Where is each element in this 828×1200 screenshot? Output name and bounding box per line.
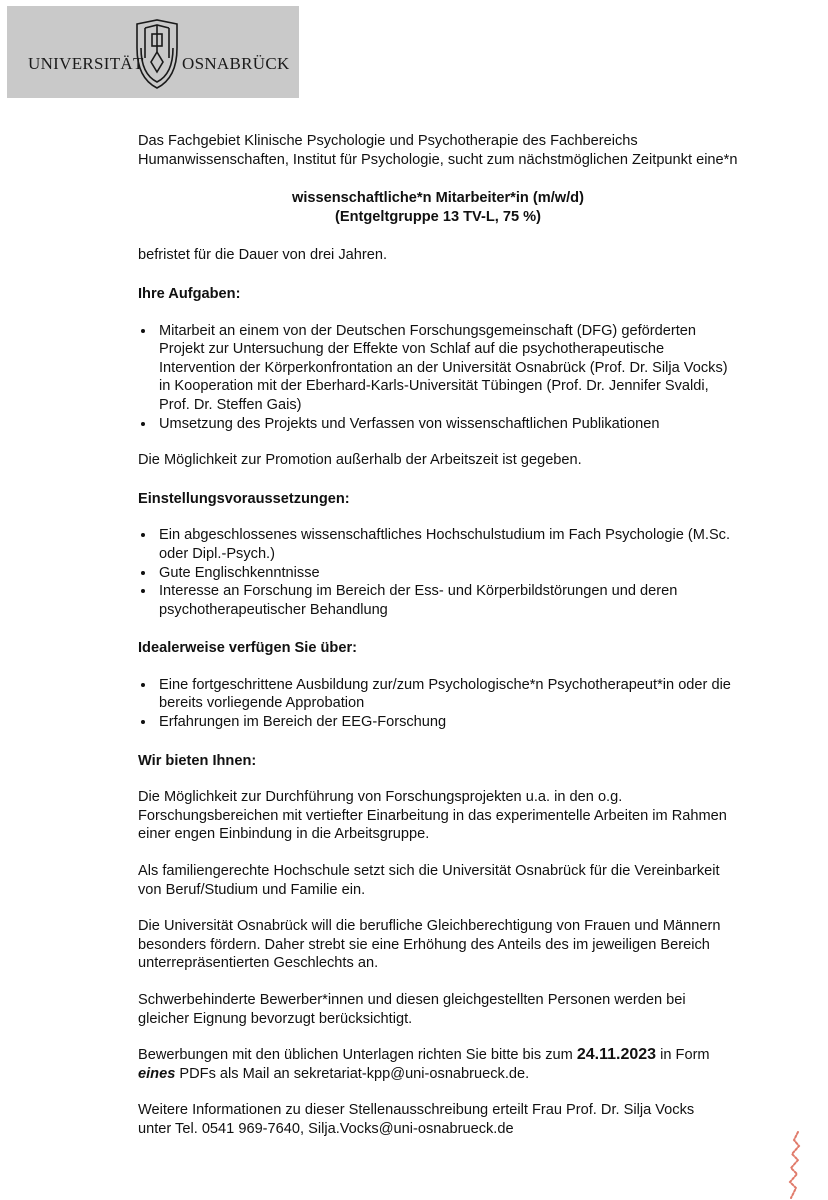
duration-text: befristet für die Dauer von drei Jahren. bbox=[138, 247, 388, 264]
requirements-heading: Einstellungsvoraussetzungen: bbox=[138, 490, 350, 507]
list-item: Gute Englischkenntnisse bbox=[138, 564, 738, 583]
offer-text: Die Möglichkeit zur Durchführung von Forschungsprojekten u.a. in den o.g. Forschungsbereichen mit vertiefter Einarbeitung in das experimentelle Arbeiten im Rahmen einer engen Einbindung in die Arbeitsgruppe. bbox=[138, 789, 727, 843]
list-item: Erfahrungen im Bereich der EEG-Forschung bbox=[138, 713, 738, 732]
family-text: Als familiengerechte Hochschule setzt sich die Universität Osnabrück für die Vereinbarkeit von Beruf/Studium und Familie ein. bbox=[138, 863, 720, 898]
promotion-text: Die Möglichkeit zur Promotion außerhalb der Arbeitszeit ist gegeben. bbox=[138, 452, 582, 469]
deadline-date: 24.11.2023 bbox=[576, 1046, 657, 1064]
application-text bbox=[138, 1046, 738, 1083]
logo-text-right: OSNABRÜCK bbox=[182, 54, 290, 73]
contact-line: unter Tel. 0541 969-7640, Silja.Vocks@uni-osnabrueck.de bbox=[138, 1120, 514, 1137]
intro-paragraph: Das Fachgebiet Klinische Psychologie und Psychotherapie des Fachbereichs Humanwissenschaften, Institut für Psychologie, sucht zum nächstmöglichen Zeitpunkt eine*n bbox=[138, 133, 738, 168]
job-posting bbox=[138, 122, 738, 1139]
list-item: Ein abgeschlossenes wissenschaftliches Hochschulstudium im Fach Psychologie (M.Sc. oder Dipl.-Psych.) bbox=[138, 526, 738, 563]
requirements-list bbox=[138, 526, 738, 619]
ideal-heading: Idealerweise verfügen Sie über: bbox=[138, 640, 357, 657]
emphasis-word: eines bbox=[138, 1065, 176, 1082]
application-part: in Form bbox=[656, 1047, 710, 1064]
list-item: Mitarbeit an einem von der Deutschen Forschungsgemeinschaft (DFG) geförderten Projekt zur Untersuchung der Effekte von Schlaf auf die psychotherapeutische Intervention der Körperkonfrontation an der Universität Osnabrück (Prof. Dr. Silja Vocks) in Kooperation mit der Eberhard-Karls-Universität Tübingen (Prof. Dr. Jennifer Svaldi, Prof. Dr. Steffen Gais) bbox=[138, 322, 738, 415]
contact-line: Weitere Informationen zu dieser Stellenausschreibung erteilt Frau Prof. Dr. Silja Vocks bbox=[138, 1102, 695, 1119]
position-title-line: wissenschaftliche*n Mitarbeiter*in (m/w/d) bbox=[292, 190, 584, 207]
application-part: PDFs als Mail an sekretariat-kpp@uni-osnabrueck.de. bbox=[175, 1065, 530, 1082]
position-title bbox=[138, 189, 738, 226]
university-logo bbox=[7, 6, 299, 98]
ideal-list bbox=[138, 676, 738, 732]
application-part: Bewerbungen mit den üblichen Unterlagen richten Sie bitte bis zum bbox=[138, 1047, 577, 1064]
tasks-heading: Ihre Aufgaben: bbox=[138, 285, 241, 302]
tasks-list bbox=[138, 322, 738, 434]
list-item: Interesse an Forschung im Bereich der Ess- und Körperbildstörungen und deren psychotherapeutischer Behandlung bbox=[138, 582, 738, 619]
position-salary-line: (Entgeltgruppe 13 TV-L, 75 %) bbox=[335, 208, 541, 225]
list-item: Eine fortgeschrittene Ausbildung zur/zum Psychologische*n Psychotherapeut*in oder die bereits vorliegende Approbation bbox=[138, 676, 738, 713]
list-item: Umsetzung des Projekts und Verfassen von wissenschaftlichen Publikationen bbox=[138, 415, 738, 434]
disabled-text: Schwerbehinderte Bewerber*innen und diesen gleichgestellten Personen werden bei gleicher Eignung bevorzugt berücksichtigt. bbox=[138, 992, 686, 1027]
margin-scribble-mark bbox=[780, 1130, 810, 1200]
offer-heading: Wir bieten Ihnen: bbox=[138, 752, 257, 769]
university-seal-icon bbox=[131, 18, 183, 94]
contact-text bbox=[138, 1101, 738, 1138]
equality-text: Die Universität Osnabrück will die berufliche Gleichberechtigung von Frauen und Männern besonders fördern. Daher strebt sie eine Erhöhung des Anteils des im jeweiligen Bereich unterrepräsentierten Geschlechts an. bbox=[138, 918, 721, 972]
logo-text-left: UNIVERSITÄT bbox=[28, 54, 144, 73]
